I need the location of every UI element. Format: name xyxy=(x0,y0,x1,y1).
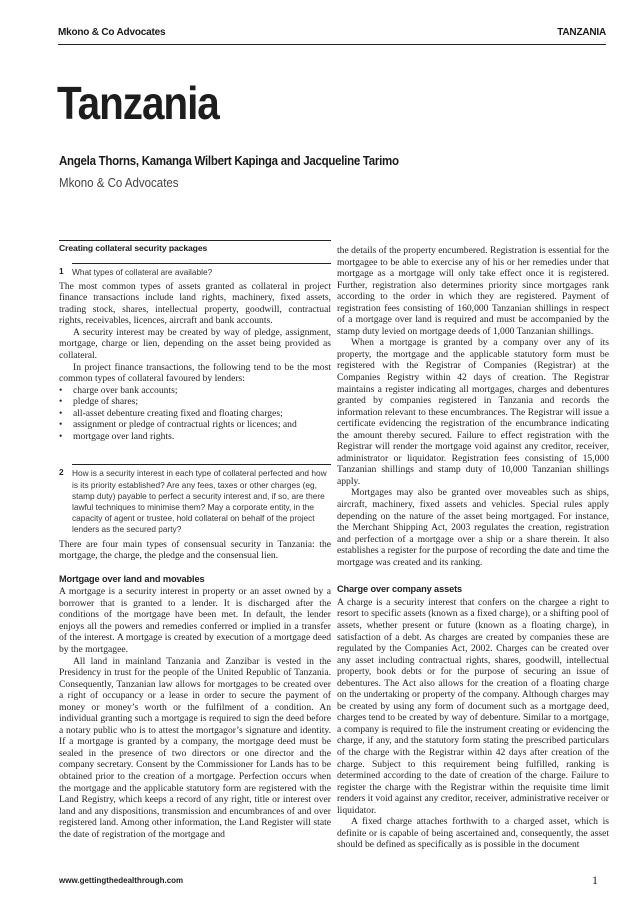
subheading-charge: Charge over company assets xyxy=(337,584,463,595)
paragraph: The most common types of assets granted as collateral in project finance transactions include land rights, machinery, fixed assets, trading stock, shares, intellectual property, goodwill, contractual rights, receivables, licences, aircraft and bank accounts. xyxy=(59,280,331,327)
page-title: Tanzania xyxy=(57,77,219,129)
question-1 xyxy=(59,263,331,278)
header-firm-name: Mkono & Co Advocates xyxy=(58,27,166,38)
paragraph: A fixed charge attaches forthwith to a charged asset, which is definite or is capable of being ascertained and, consequently, the asset should be defined as specifically as is possible in the document xyxy=(337,816,609,851)
subheading-mortgage: Mortgage over land and movables xyxy=(59,573,205,584)
collateral-list xyxy=(59,385,331,443)
paragraph: Mortgages may also be granted over moveables such as ships, aircraft, machinery, fixed assets and vehicles. Special rules apply depending on the nature of the asset being mortgaged. For instance, the Merchant Shipping Act, 2003 regulates the creation, registration and perfection of a mortgage over a ship or a share therein. It also establishes a register for the purpose of recording the date and time the mortgage was created and its ranking. xyxy=(337,487,609,568)
header-country: TANZANIA xyxy=(557,27,606,38)
running-header xyxy=(58,24,606,45)
paragraph: All land in mainland Tanzania and Zanzibar is vested in the Presidency in trust for the people of the United Republic of Tanzania. Consequently, Tanzanian law allows for mortgages to be created over a right of occupancy or a lease in order to secure the payment of money or money’s worth or the fulfilment of a condition. An individual granting such a mortgage is required to sign the deed before a notary public who is to attest the mortgagor’s signature and identity. If a mortgage is granted by a company, the mortgage deed must be sealed in the presence of two directors or one director and the company secretary. Consent by the Commissioner for Lands has to be obtained prior to the creation of a mortgage. Perfection occurs when the mortgage and the applicable statutory form are registered with the Land Registry, which keeps a record of any right, title or interest over land and any dispositions, transmission and encumbrances of and over registered land. Among other information, the Land Register will state the date of registration of the mortgage and xyxy=(59,655,331,840)
question-text: What types of collateral are available? xyxy=(72,263,331,278)
paragraph: A mortgage is a security interest in property or an asset owned by a borrower that is granted to a lender. It is discharged after the conditions of the mortgage have been met. In default, the lender enjoys all the powers and remedies conferred or implied in a transfer of the interest. A mortgage is created by execution of a mortgage deed by the mortgagee. xyxy=(59,586,331,655)
paragraph: When a mortgage is granted by a company over any of its property, the mortgage and the applicable statutory form must be registered with the Registrar of Companies (Registrar) at the Companies Registry within 42 days of creation. The Registrar maintains a register indicating all mortgages, charges and debentures granted by companies registered in Tanzania and records the information relevant to these encumbrances. The Registrar will issue a certificate evidencing the registration of the encumbrance indicating the amount thereby secured. Failure to effect registration with the Registrar will render the mortgage void against any creditor, receiver, administrator or liquidator. Registration fees consisting of 15,000 Tanzanian shillings and stamp duty of 10,000 Tanzanian shillings apply. xyxy=(337,337,609,487)
list-item: • charge over bank accounts; xyxy=(59,385,331,397)
left-column xyxy=(59,240,331,840)
question-2 xyxy=(59,464,331,535)
list-item: • assignment or pledge of contractual rights or licences; and xyxy=(59,419,331,431)
footer-website-link[interactable]: www.gettingthedealthrough.com xyxy=(59,876,184,885)
list-item: • all-asset debenture creating fixed and floating charges; xyxy=(59,408,331,420)
authors: Angela Thorns, Kamanga Wilbert Kapinga and Jacqueline Tarimo xyxy=(59,154,399,168)
paragraph: In project finance transactions, the following tend to be the most common types of collateral favoured by lenders: xyxy=(59,361,331,385)
question-number: 2 xyxy=(59,467,64,478)
question-text: How is a security interest in each type of collateral perfected and how is its priority established? Are any fees, taxes or other charges (eg, stamp duty) payable to perfect a security interest and, if so, are there lawful techniques to minimise them? May a corporate entity, in the capacity of agent or trustee, hold collateral on behalf of the project lenders as the secured party? xyxy=(72,464,331,535)
paragraph: A security interest may be created by way of pledge, assignment, mortgage, charge or lien, depending on the asset being provided as collateral. xyxy=(59,326,331,362)
spacer xyxy=(59,442,331,456)
section-heading: Creating collateral security packages xyxy=(59,240,331,255)
list-item: • pledge of shares; xyxy=(59,396,331,408)
paragraph: There are four main types of consensual security in Tanzania: the mortgage, the charge, the pledge and the consensual lien. xyxy=(59,538,331,562)
paragraph: the details of the property encumbered. Registration is essential for the mortgagee to be able to exercise any of his or her remedies under that mortgage as a mortgage will only take effect once it is registered. Further, registration also determines priority since mortgages rank according to the order in which they are registered. Payment of registration fees consisting of 160,000 Tanzanian shillings in respect of a mortgage over land is required and must be accompanied by the stamp duty levied on mortgage deeds of 1,000 Tanzanian shillings. xyxy=(337,245,609,337)
spacer xyxy=(59,456,331,464)
page-number: 1 xyxy=(592,873,598,887)
author-firm: Mkono & Co Advocates xyxy=(59,176,179,190)
question-number: 1 xyxy=(59,265,64,276)
list-item: • mortgage over land rights. xyxy=(59,431,331,443)
paragraph: A charge is a security interest that confers on the chargee a right to resort to specific assets (known as a fixed charge), or a shifting pool of assets, whether present or future (known as a floating charge), in satisfaction of a debt. As charges are created by companies these are regulated by the Companies Act, 2002. Charges can be created over any asset including contractual rights, shares, goodwill, intellectual property, book debts or for the purpose of securing an issue of debentures. The Act also allows for the creation of a floating charge on the undertaking or property of the company. Although charges may be created by using any form of document such as a mortgage deed, charges tend to be created by way of debenture. Similar to a mortgage, a company is required to file the instrument creating or evidencing the charge, if any, and the statutory form stating the prescribed particulars of the charge with the Registrar within 42 days after creation of the charge. Subject to this requirement being fulfilled, ranking is determined according to the date of creation of the charge. Failure to register the charge with the Registrar within the requisite time limit renders it void against any creditor, receiver, administrative receiver or liquidator. xyxy=(337,596,609,816)
right-column xyxy=(337,245,609,851)
